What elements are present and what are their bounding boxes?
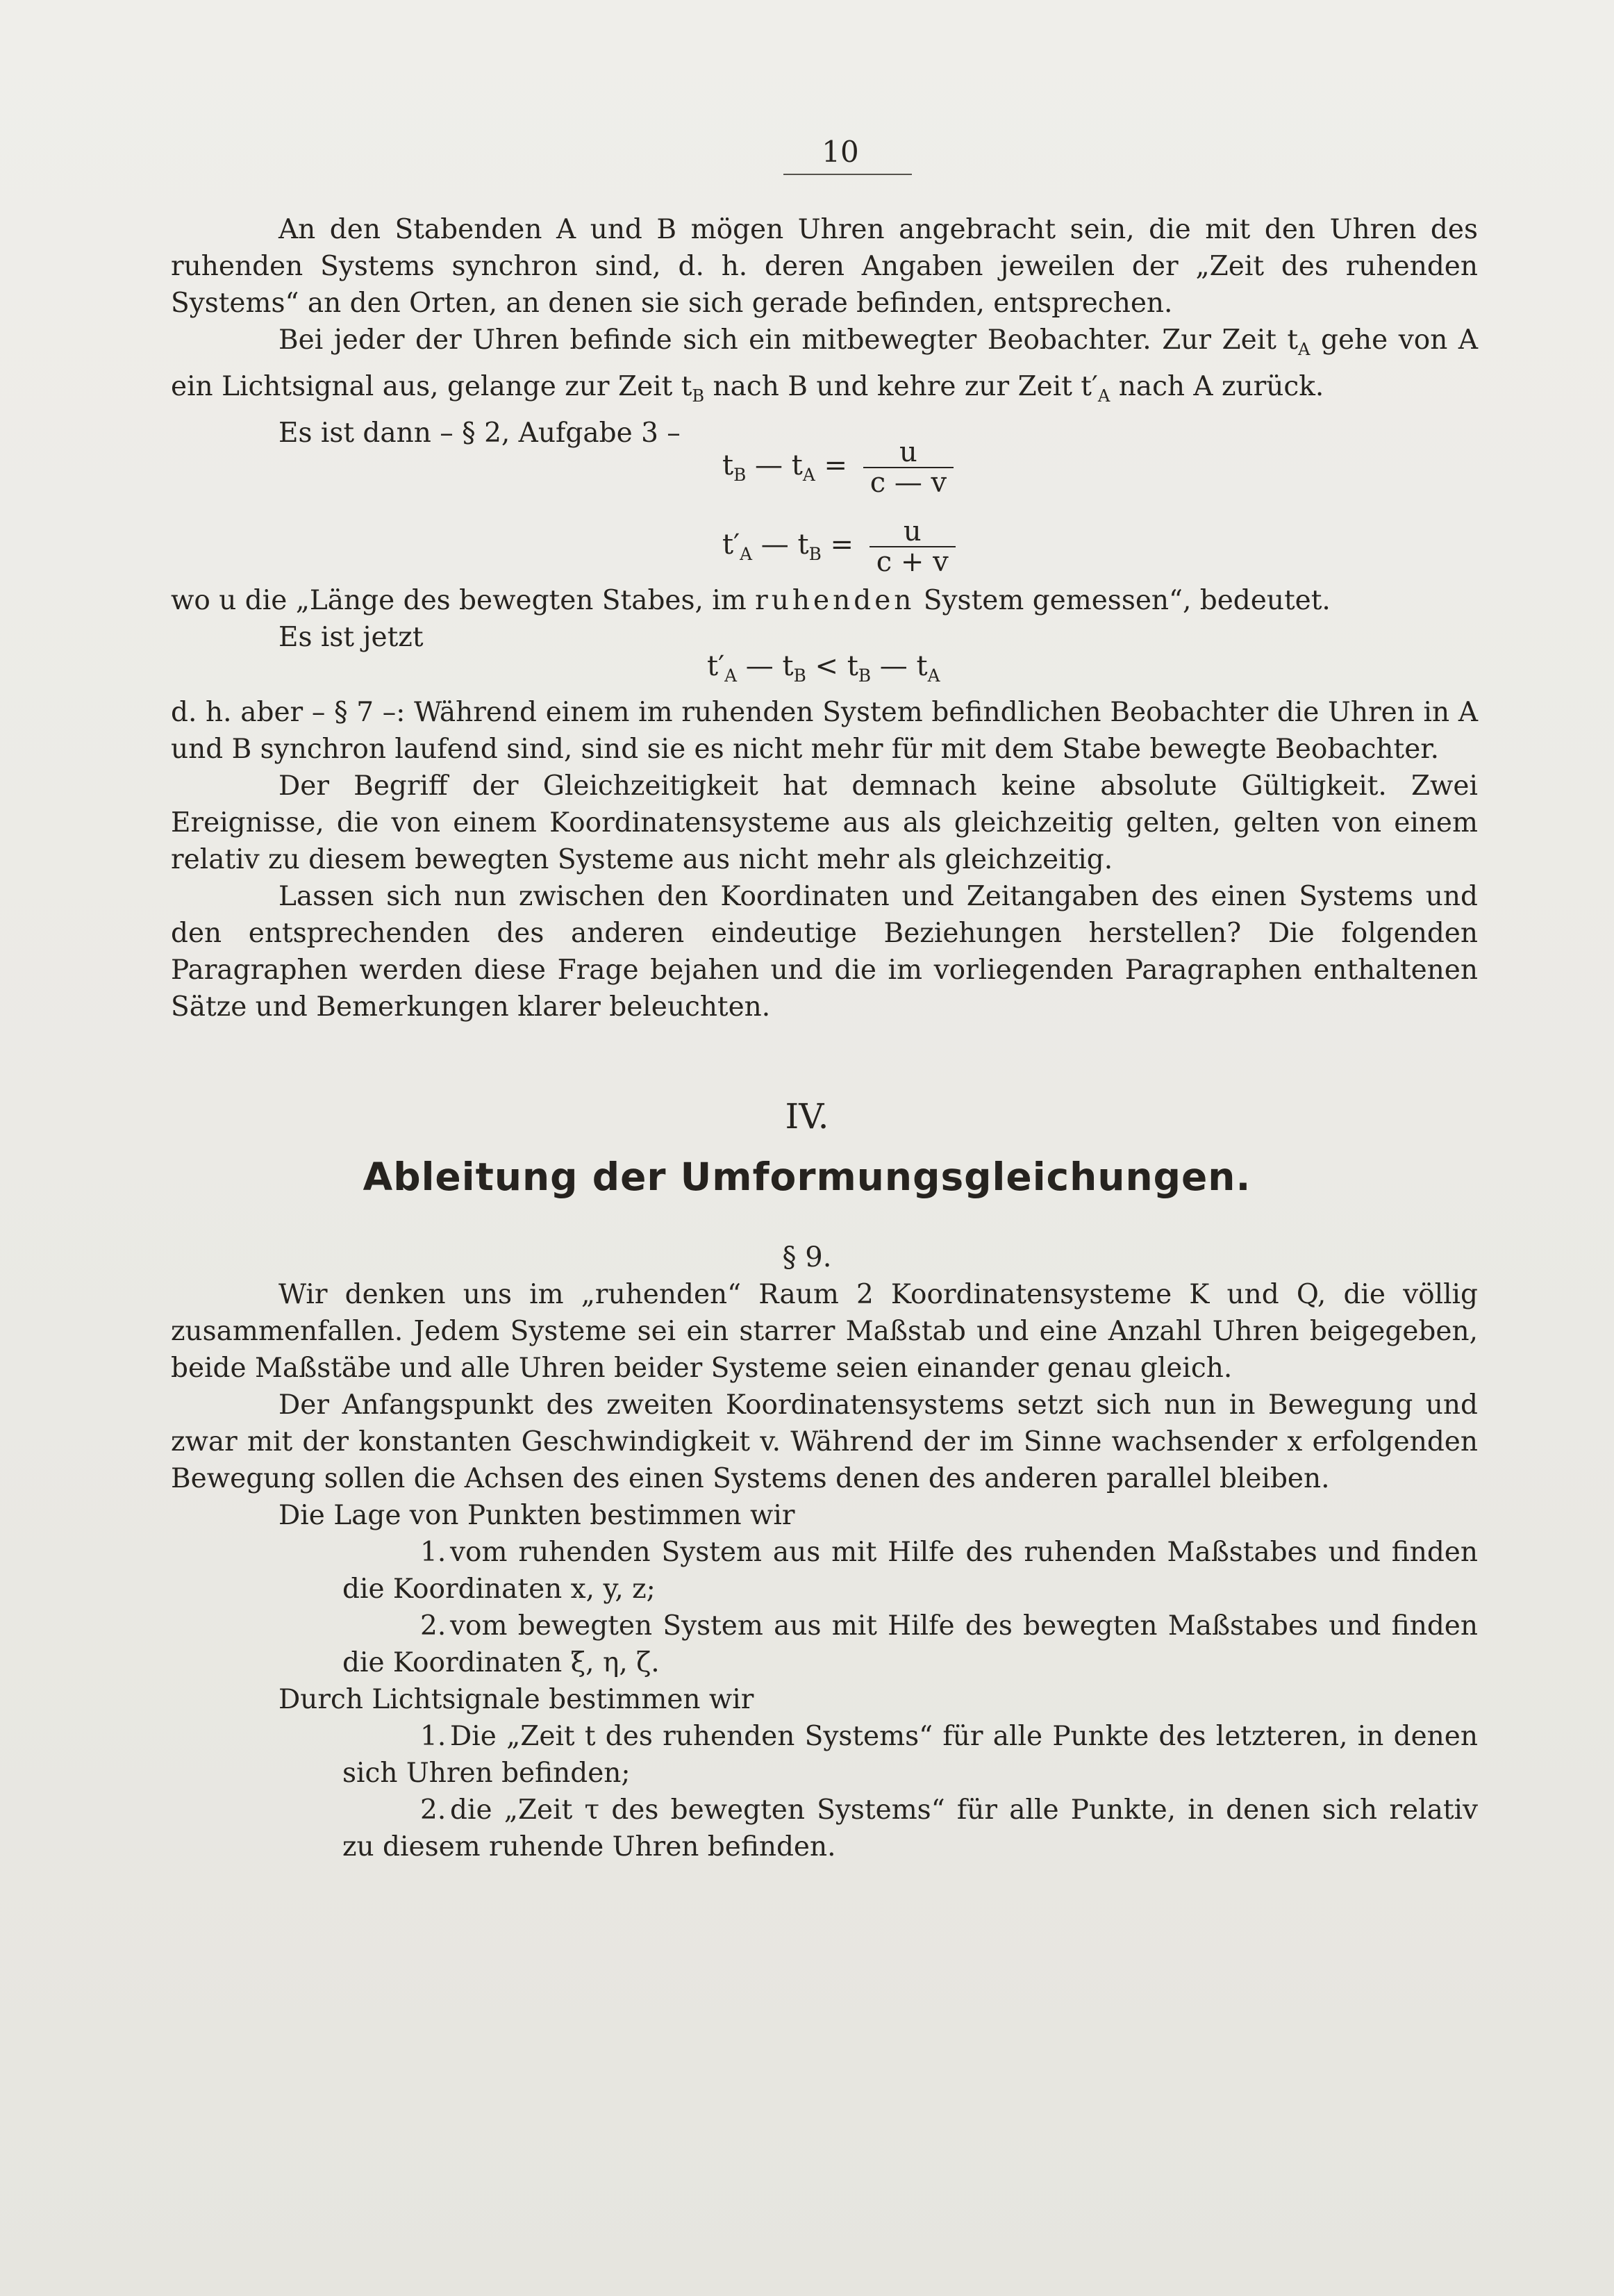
intro-p2-sub-a: A	[1298, 339, 1311, 359]
list-number: 2.	[420, 1610, 447, 1642]
lichtsignale-intro: Durch Lichtsignale bestimmen wir	[278, 1684, 754, 1715]
list-item	[171, 1534, 1478, 1608]
formula-1-sub-a: A	[802, 465, 815, 485]
intro-p2-text-c: nach B und kehre zur Zeit t′	[704, 370, 1098, 402]
intro-p2-text-a: Bei jeder der Uhren befinde sich ein mitbewegter Beobachter. Zur Zeit t	[278, 324, 1299, 356]
formula-3-sub-1: A	[724, 666, 738, 686]
formula-1-numerator: u	[863, 438, 954, 468]
lage-intro: Die Lage von Punkten bestimmen wir	[278, 1500, 795, 1531]
list-number: 1.	[420, 1721, 447, 1752]
page-number-rule	[783, 174, 912, 175]
formula-1-fraction	[863, 438, 954, 497]
intro-block	[171, 211, 1478, 452]
formula-3-sub-2: B	[793, 666, 806, 686]
list-text: die „Zeit τ des bewegten Systems“ für alle Punkte, in denen sich relativ zu diesem ruhende Uhren befinden.	[342, 1794, 1478, 1863]
formula-2-fraction	[870, 517, 956, 577]
section-9-paragraph-1: Wir denken uns im „ruhenden“ Raum 2 Koordinatensysteme K und Q, die völlig zusammenfallen. Jedem Systeme sei ein starrer Maßstab und eine Anzahl Uhren beigegeben, beide Maßstäbe und alle Uhren beider Systeme seien einander genau gleich.	[171, 1279, 1478, 1384]
gleichzeitigkeit-paragraph: Der Begriff der Gleichzeitigkeit hat demnach keine absolute Gültigkeit. Zwei Ereignisse, die von einem Koordinatensysteme aus als gleichzeitig gelten, gelten von einem relativ zu diesem bewegten Systeme aus nicht mehr als gleichzeitig.	[171, 770, 1478, 875]
intro-paragraph-1: An den Stabenden A und B mögen Uhren angebracht sein, die mit den Uhren des ruhenden Systems synchron sind, d. h. deren Angaben jeweilen der „Zeit des ruhenden Systems“ an den Orten, an denen sie sich gerade befinden, entsprechen.	[171, 214, 1478, 319]
dh-aber-paragraph: d. h. aber – § 7 –: Während einem im ruhenden System befindlichen Beobachter die Uhren in A und B synchron laufend sind, sind sie es nicht mehr für mit dem Stabe bewegte Beobachter.	[171, 697, 1478, 765]
list-item	[171, 1792, 1478, 1865]
formula-2-sub-a: A	[740, 544, 753, 564]
formula-1-minus: — t	[746, 449, 803, 481]
formula-1-sub-b: B	[733, 465, 747, 485]
discussion-block	[171, 694, 1478, 1025]
intro-p2-text-d: nach A zurück.	[1110, 370, 1324, 402]
list-text: Die „Zeit t des ruhenden Systems“ für alle Punkte des letzteren, in denen sich Uhren befinden;	[342, 1721, 1478, 1789]
formula-1-t: t	[722, 449, 734, 481]
section-marker: § 9.	[782, 1241, 832, 1273]
section-9-block	[171, 1276, 1478, 1865]
list-number: 2.	[420, 1794, 447, 1826]
list-number: 1.	[420, 1537, 447, 1568]
section-9-paragraph-2: Der Anfangspunkt des zweiten Koordinatensystems setzt sich nun in Bewegung und zwar mit der konstanten Geschwindigkeit v. Während der im Sinne wachsender x erfolgenden Bewegung sollen die Achsen des einen Systems denen des anderen parallel bleiben.	[171, 1389, 1478, 1494]
formula-2-t-prime: t′	[722, 529, 740, 561]
formula-3-inequality	[707, 650, 940, 686]
list-item	[171, 1608, 1478, 1681]
formula-2-numerator: u	[870, 517, 956, 547]
formula-1-equals: =	[815, 449, 856, 481]
lassen-paragraph: Lassen sich nun zwischen den Koordinaten und Zeitangaben des einen Systems und den entsprechenden des anderen eindeutige Beziehungen herstellen? Die folgenden Paragraphen werden diese Frage bejahen und die im vorliegenden Paragraphen enthaltenen Sätze und Bemerkungen klarer beleuchten.	[171, 881, 1478, 1023]
definition-text-a: wo u die „Länge des bewegten Stabes, im	[171, 585, 756, 616]
formula-2	[722, 517, 956, 577]
formula-3-minus-1: — t	[737, 650, 794, 682]
formula-1-denominator: c — v	[870, 467, 947, 499]
definition-paragraph	[171, 582, 1478, 619]
intro-paragraph-2	[171, 322, 1478, 415]
formula-2-sub-b: B	[808, 544, 822, 564]
list-item	[171, 1718, 1478, 1792]
formula-3-sub-3: B	[858, 666, 872, 686]
formula-3-t-prime: t′	[707, 650, 725, 682]
formula-3-minus-2: — t	[871, 650, 928, 682]
formula-3-sub-4: A	[927, 666, 940, 686]
es-ist-jetzt: Es ist jetzt	[278, 622, 424, 653]
definition-spaced-word: ruhenden	[755, 585, 915, 616]
formula-2-minus: — t	[752, 529, 809, 561]
list-text: vom ruhenden System aus mit Hilfe des ruhenden Maßstabes und finden die Koordinaten x, y, z;	[342, 1537, 1478, 1605]
page-number: 10	[822, 135, 859, 169]
intro-p2-text-b: gehe von A ein Lichtsignal aus, gelange zur Zeit t	[171, 324, 1478, 402]
chapter-title: Ableitung der Umformungsgleichungen.	[363, 1155, 1251, 1199]
formula-2-denominator: c + v	[876, 546, 949, 578]
definition-text-b: System gemessen“, bedeutet.	[915, 585, 1331, 616]
chapter-numeral: IV.	[785, 1096, 829, 1137]
intro-p2-sub-c: A	[1097, 386, 1110, 406]
definition-block	[171, 582, 1478, 656]
intro-paragraph-3: Es ist dann – § 2, Aufgabe 3 –	[278, 417, 681, 449]
intro-p2-sub-b: B	[692, 386, 705, 406]
formula-3-less-than: < t	[806, 650, 858, 682]
formula-1	[722, 438, 954, 497]
list-text: vom bewegten System aus mit Hilfe des bewegten Maßstabes und finden die Koordinaten ξ, η, ζ.	[342, 1610, 1478, 1678]
formula-2-equals: =	[821, 529, 863, 561]
